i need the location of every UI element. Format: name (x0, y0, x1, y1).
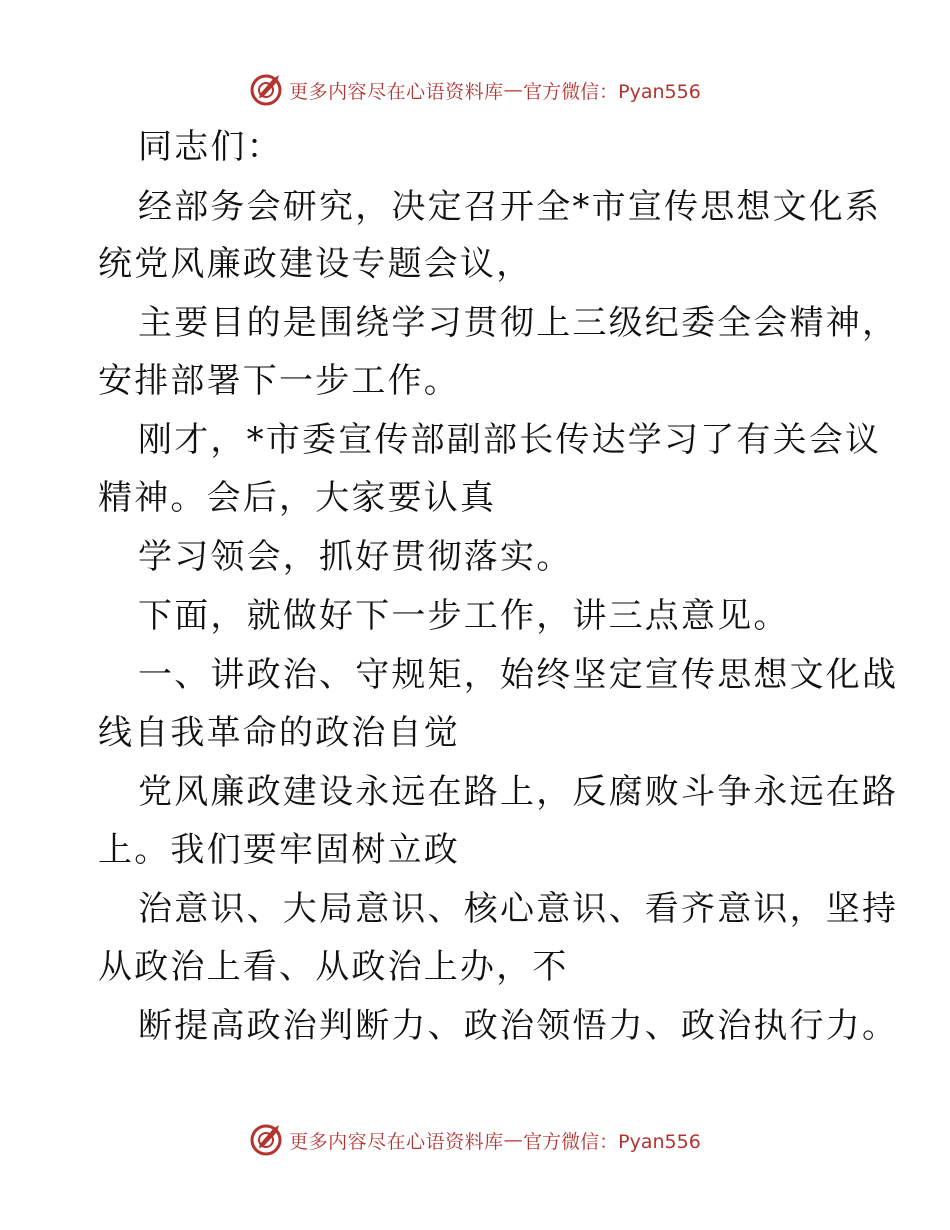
pen-logo-icon (249, 73, 283, 107)
header-watermark-banner (0, 70, 950, 110)
paragraph-line: 从政治上看、从政治上办，不 (98, 947, 569, 987)
banner-text: 更多内容尽在心语资料库 (289, 1130, 504, 1153)
paragraph-line: 精神。会后，大家要认真 (98, 478, 497, 518)
salutation: 同志们： (138, 127, 283, 167)
section-heading: 一、讲政治、守规矩，始终坚定宣传思想文化战 (138, 655, 899, 695)
paragraph-line: 断提高政治判断力、政治领悟力、政治执行力。 (138, 1006, 899, 1046)
paragraph-line: 刚才，*市委宣传部副部长传达学习了有关会议 (138, 420, 882, 460)
section-heading: 线自我革命的政治自觉 (98, 713, 460, 753)
paragraph-line: 统党风廉政建设专题会议， (98, 244, 533, 284)
paragraph-line: 治意识、大局意识、核心意识、看齐意识，坚持 (138, 889, 899, 929)
banner-dash: — (503, 79, 524, 101)
paragraph-line: 学习领会，抓好贯彻落实。 (138, 537, 573, 577)
banner-wechat: 官方微信：Pyan556 (523, 80, 701, 103)
footer-watermark-banner (0, 1120, 950, 1160)
paragraph-line: 经部务会研究，决定召开全*市宣传思想文化系 (138, 187, 882, 227)
pen-logo-icon (249, 1123, 283, 1157)
paragraph-line: 安排部署下一步工作。 (98, 361, 460, 401)
paragraph-line: 下面，就做好下一步工作，讲三点意见。 (138, 596, 790, 636)
paragraph-line: 主要目的是围绕学习贯彻上三级纪委全会精神， (138, 303, 899, 343)
banner-text: 更多内容尽在心语资料库 (289, 80, 504, 103)
paragraph-line: 党风廉政建设永远在路上，反腐败斗争永远在路 (138, 772, 899, 812)
banner-wechat: 官方微信：Pyan556 (523, 1130, 701, 1153)
paragraph-line: 上。我们要牢固树立政 (98, 830, 460, 870)
banner-dash: — (503, 1129, 524, 1151)
